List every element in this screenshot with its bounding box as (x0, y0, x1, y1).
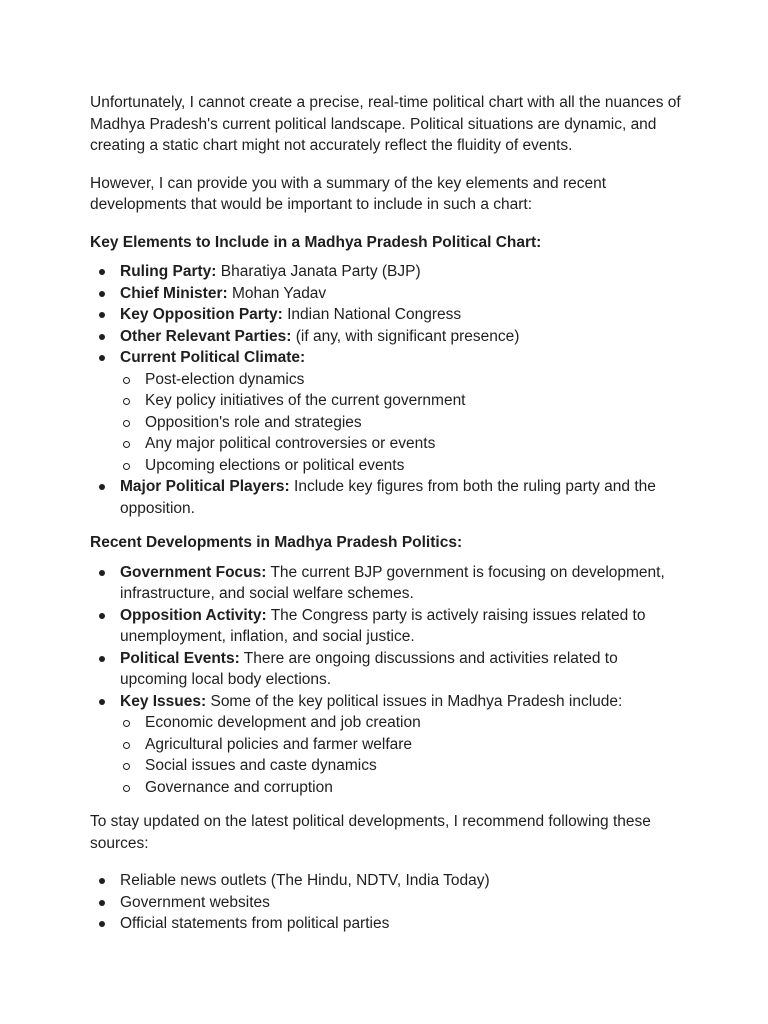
item-label: Key Issues: (120, 692, 207, 710)
sub-list-item (120, 412, 682, 434)
sub-list-item (120, 433, 682, 455)
sub-list (120, 712, 682, 798)
recent-developments-list (90, 562, 682, 799)
item-text: There are ongoing discussions and activities related to upcoming local body elections. (120, 649, 618, 688)
list-item (90, 913, 682, 935)
sub-bullet-icon (123, 420, 130, 427)
list-item (90, 870, 682, 892)
list-item (90, 261, 682, 283)
sub-bullet-icon (123, 742, 130, 749)
item-text: Indian National Congress (282, 306, 462, 323)
bullet-icon (99, 355, 105, 361)
list-item (90, 648, 682, 691)
item-label: Key Opposition Party: (120, 306, 283, 323)
bullet-icon (99, 900, 105, 906)
bullet-icon (99, 484, 105, 490)
item-text: Government websites (120, 893, 270, 911)
sub-bullet-icon (123, 785, 130, 792)
sub-list-item (120, 369, 682, 391)
item-text: The current BJP government is focusing on development, infrastructure, and social welfare schemes. (120, 563, 665, 602)
item-label: Current Political Climate: (120, 349, 306, 366)
sub-list-item (120, 455, 682, 477)
list-item (90, 283, 682, 305)
sub-bullet-icon (123, 398, 130, 405)
list-item (90, 304, 682, 326)
item-label: Other Relevant Parties: (120, 327, 292, 345)
bullet-icon (99, 656, 105, 662)
bullet-icon (99, 334, 105, 340)
bullet-icon (99, 291, 105, 297)
bullet-icon (99, 878, 105, 884)
sub-item-text: Post-election dynamics (145, 370, 305, 388)
sources-intro: To stay updated on the latest political developments, I recommend following these sources: (90, 813, 651, 852)
item-text: Official statements from political parties (120, 915, 390, 932)
item-text: Some of the key political issues in Madhya Pradesh include: (206, 692, 623, 710)
item-label: Major Political Players: (120, 478, 290, 495)
sub-list (120, 369, 682, 477)
list-item (90, 562, 682, 605)
sub-item-text: Governance and corruption (145, 778, 333, 796)
sub-item-text: Agricultural policies and farmer welfare (145, 735, 413, 753)
bullet-icon (99, 312, 105, 318)
item-label: Opposition Activity: (120, 606, 267, 624)
bullet-icon (99, 613, 105, 619)
sub-item-text: Upcoming elections or political events (145, 456, 405, 474)
sub-bullet-icon (123, 463, 130, 470)
item-text: The Congress party is actively raising issues related to unemployment, inflation, and social justice. (120, 606, 646, 645)
key-elements-heading: Key Elements to Include in a Madhya Pradesh Political Chart: (90, 233, 542, 251)
list-item (90, 892, 682, 914)
bullet-icon (99, 269, 105, 275)
item-text: Include key figures from both the ruling party and the opposition. (120, 478, 656, 517)
bullet-icon (99, 921, 105, 927)
sub-bullet-icon (123, 377, 130, 384)
sources-list (90, 870, 682, 935)
sub-list-item (120, 390, 682, 412)
item-label: Government Focus: (120, 563, 267, 581)
sub-item-text: Any major political controversies or events (145, 435, 436, 452)
recent-developments-heading: Recent Developments in Madhya Pradesh Politics: (90, 534, 463, 551)
item-label: Ruling Party: (120, 263, 217, 280)
list-item (90, 605, 682, 648)
item-label: Political Events: (120, 649, 240, 667)
list-item (90, 476, 682, 519)
sub-bullet-icon (123, 720, 130, 727)
sub-list-item (120, 755, 682, 777)
item-text: Reliable news outlets (The Hindu, NDTV, India Today) (120, 872, 490, 889)
intro-paragraph-2: However, I can provide you with a summary of the key elements and recent developments that would be important to include in such a chart: (90, 174, 607, 213)
bullet-icon (99, 699, 105, 705)
list-item (90, 691, 682, 799)
item-text: Bharatiya Janata Party (BJP) (216, 263, 421, 280)
key-elements-list (90, 261, 682, 519)
sub-item-text: Opposition's role and strategies (145, 413, 362, 431)
item-text: (if any, with significant presence) (291, 327, 520, 345)
item-label: Chief Minister: (120, 284, 228, 302)
intro-paragraph-1: Unfortunately, I cannot create a precise, real-time political chart with all the nuances of Madhya Pradesh's current political landscape. Political situations are dynamic, and creating a static chart might not accurately reflect the fluidity of events. (90, 94, 681, 154)
sub-item-text: Social issues and caste dynamics (145, 757, 377, 774)
document-content (90, 92, 682, 948)
sub-item-text: Economic development and job creation (145, 714, 421, 731)
sub-list-item (120, 712, 682, 734)
bullet-icon (99, 570, 105, 576)
item-text: Mohan Yadav (227, 284, 327, 302)
sub-item-text: Key policy initiatives of the current government (145, 392, 466, 409)
sub-bullet-icon (123, 441, 130, 448)
sub-list-item (120, 734, 682, 756)
list-item (90, 326, 682, 348)
list-item (90, 347, 682, 476)
sub-bullet-icon (123, 763, 130, 770)
sub-list-item (120, 777, 682, 799)
